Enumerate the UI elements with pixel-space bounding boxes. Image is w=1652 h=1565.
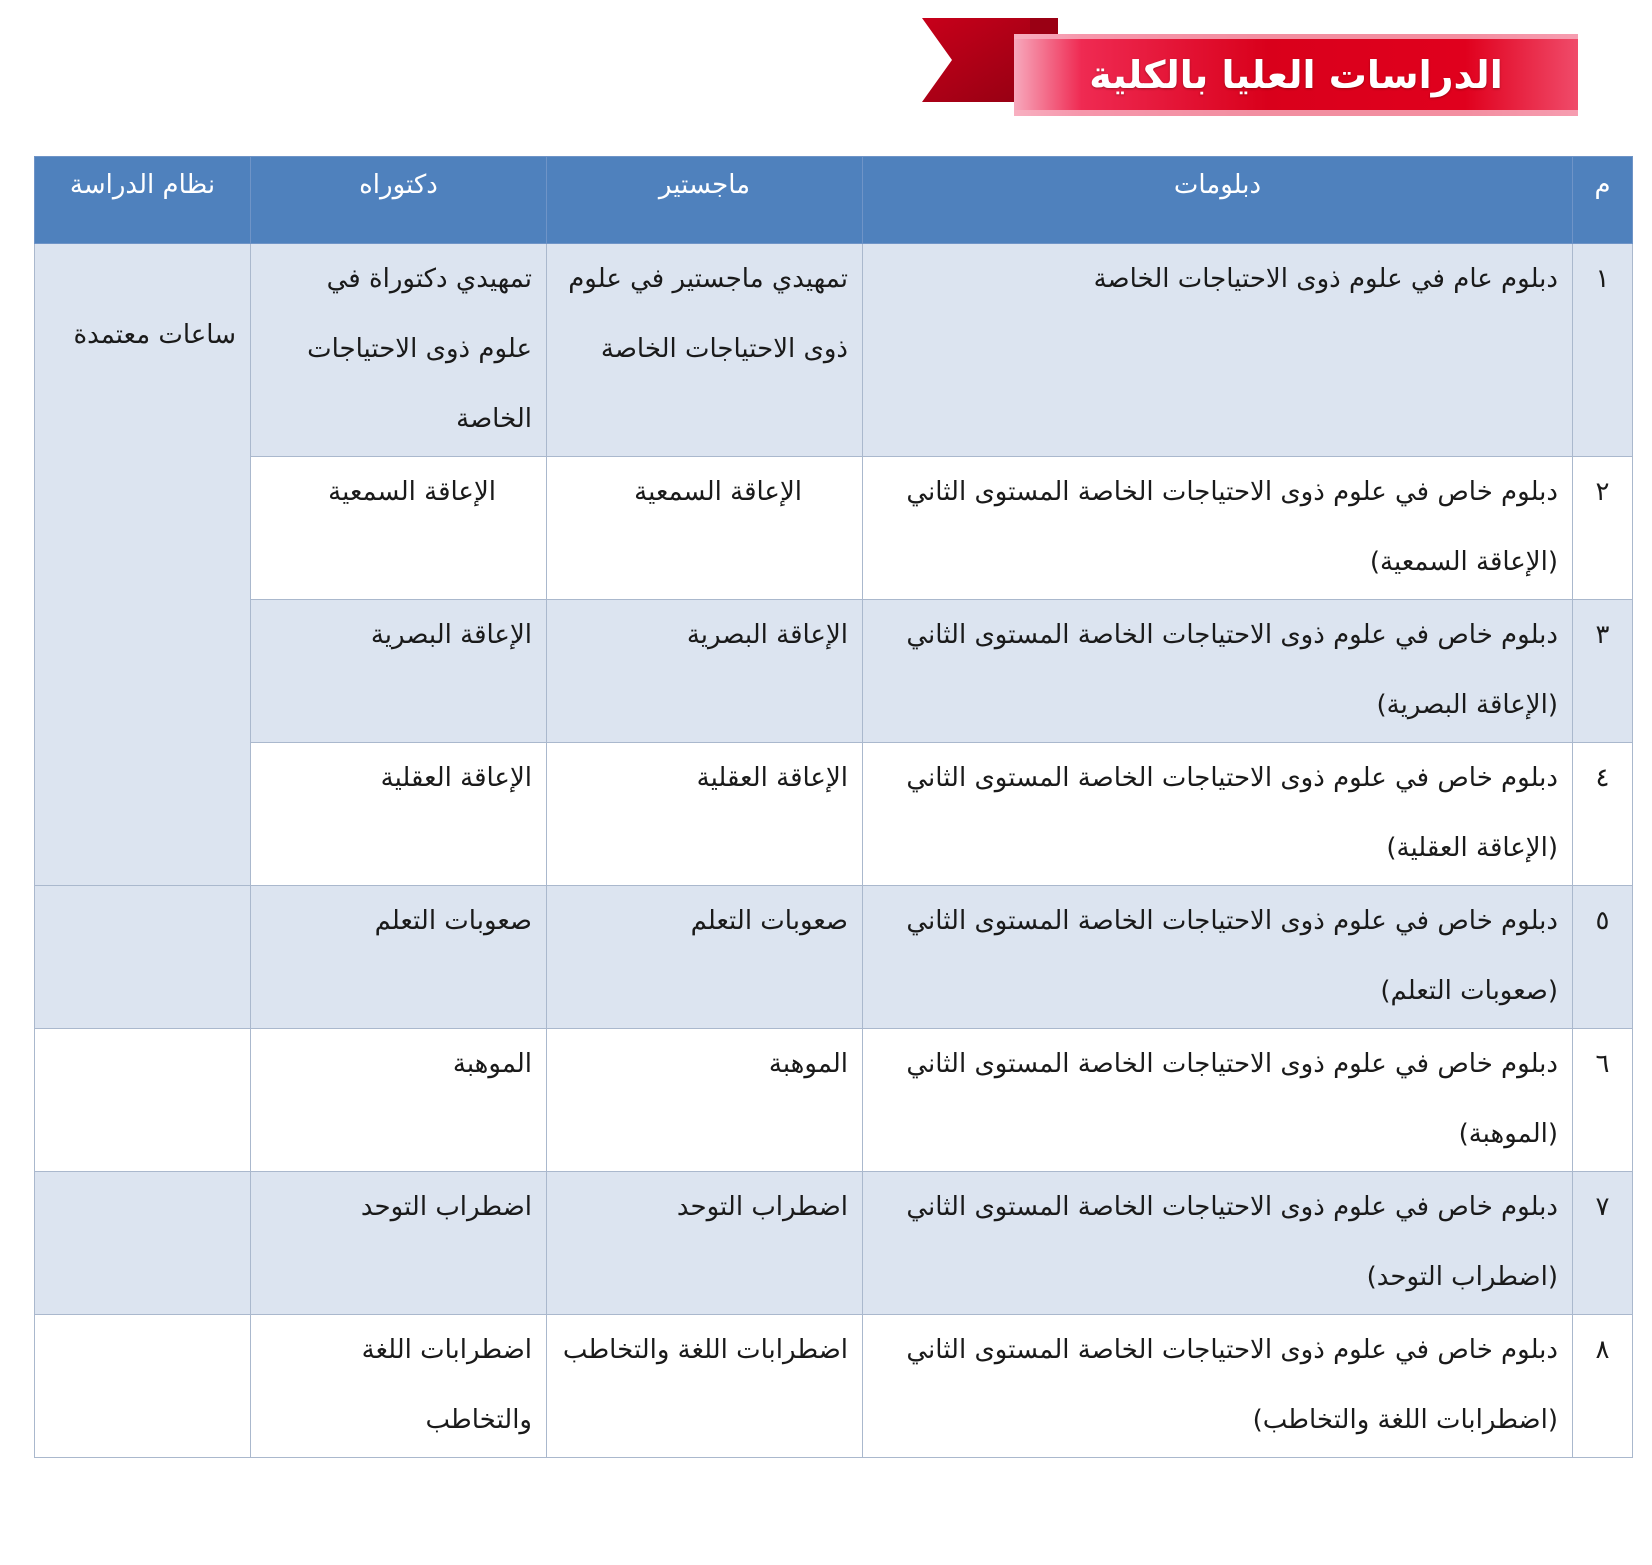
header-masters: ماجستير [547, 157, 863, 244]
diploma-cell: دبلوم خاص في علوم ذوى الاحتياجات الخاصة المستوى الثاني (اضطراب التوحد) [863, 1172, 1573, 1315]
study-system-empty-cell [35, 1315, 251, 1458]
phd-cell: صعوبات التعلم [251, 886, 547, 1029]
masters-cell: اضطرابات اللغة والتخاطب [547, 1315, 863, 1458]
diploma-cell: دبلوم خاص في علوم ذوى الاحتياجات الخاصة المستوى الثاني (الإعاقة السمعية) [863, 457, 1573, 600]
table-header-row [35, 157, 1633, 244]
masters-cell: اضطراب التوحد [547, 1172, 863, 1315]
phd-cell: الإعاقة السمعية [251, 457, 547, 600]
masters-cell: الإعاقة البصرية [547, 600, 863, 743]
phd-cell: تمهيدي دكتوراة في علوم ذوى الاحتياجات الخاصة [251, 244, 547, 457]
header-study-system: نظام الدراسة [35, 157, 251, 244]
table-row [35, 743, 1633, 886]
table-row [35, 1029, 1633, 1172]
table-row [35, 886, 1633, 1029]
title-ribbon [918, 16, 1578, 120]
row-number: ٢ [1573, 457, 1633, 600]
masters-cell: الإعاقة السمعية [547, 457, 863, 600]
row-number: ١ [1573, 244, 1633, 457]
phd-cell: الإعاقة العقلية [251, 743, 547, 886]
diploma-cell: دبلوم خاص في علوم ذوى الاحتياجات الخاصة المستوى الثاني (الإعاقة العقلية) [863, 743, 1573, 886]
masters-cell: الموهبة [547, 1029, 863, 1172]
header-diplomas: دبلومات [863, 157, 1573, 244]
masters-cell: الإعاقة العقلية [547, 743, 863, 886]
programs-table-wrapper [34, 156, 1632, 1458]
diploma-cell: دبلوم خاص في علوم ذوى الاحتياجات الخاصة المستوى الثاني (الإعاقة البصرية) [863, 600, 1573, 743]
row-number: ٤ [1573, 743, 1633, 886]
phd-cell: اضطراب التوحد [251, 1172, 547, 1315]
table-row [35, 1172, 1633, 1315]
diploma-cell: دبلوم عام في علوم ذوى الاحتياجات الخاصة [863, 244, 1573, 457]
table-row [35, 600, 1633, 743]
table-row [35, 457, 1633, 600]
study-system-empty-cell [35, 886, 251, 1029]
study-system-empty-cell [35, 1029, 251, 1172]
phd-cell: الإعاقة البصرية [251, 600, 547, 743]
diploma-cell: دبلوم خاص في علوم ذوى الاحتياجات الخاصة المستوى الثاني (الموهبة) [863, 1029, 1573, 1172]
programs-table [34, 156, 1633, 1458]
phd-cell: اضطرابات اللغة والتخاطب [251, 1315, 547, 1458]
study-system-empty-cell [35, 1172, 251, 1315]
header-phd: دكتوراه [251, 157, 547, 244]
study-system-cell: ساعات معتمدة [35, 244, 251, 886]
table-row [35, 244, 1633, 457]
diploma-cell: دبلوم خاص في علوم ذوى الاحتياجات الخاصة المستوى الثاني (صعوبات التعلم) [863, 886, 1573, 1029]
page-title: الدراسات العليا بالكلية [1089, 53, 1503, 97]
masters-cell: صعوبات التعلم [547, 886, 863, 1029]
table-row [35, 1315, 1633, 1458]
row-number: ٨ [1573, 1315, 1633, 1458]
row-number: ٧ [1573, 1172, 1633, 1315]
row-number: ٥ [1573, 886, 1633, 1029]
masters-cell: تمهيدي ماجستير في علوم ذوى الاحتياجات الخاصة [547, 244, 863, 457]
phd-cell: الموهبة [251, 1029, 547, 1172]
row-number: ٣ [1573, 600, 1633, 743]
diploma-cell: دبلوم خاص في علوم ذوى الاحتياجات الخاصة المستوى الثاني (اضطرابات اللغة والتخاطب) [863, 1315, 1573, 1458]
row-number: ٦ [1573, 1029, 1633, 1172]
header-num: م [1573, 157, 1633, 244]
